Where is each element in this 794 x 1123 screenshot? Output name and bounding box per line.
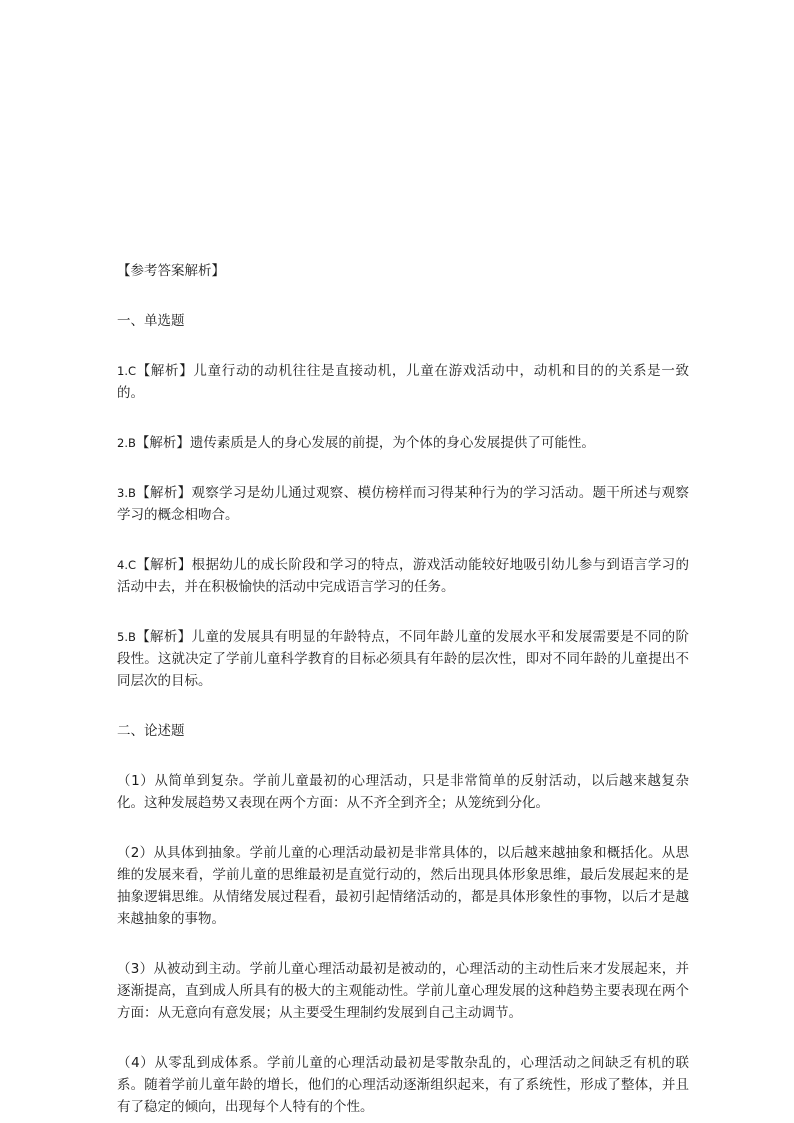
answer-item [117, 482, 689, 526]
section-heading-single-choice: 一、单选题 [117, 313, 185, 329]
document-page [117, 260, 689, 1118]
answer-number: 5.B [117, 630, 136, 644]
answer-item [117, 432, 689, 454]
answer-explanation: 【解析】遗传素质是人的身心发展的前提，为个体的身心发展提供了可能性。 [135, 435, 595, 451]
answer-number: 3.B [117, 486, 136, 500]
answer-key-title: 【参考答案解析】 [117, 263, 225, 279]
answer-number: 1.C [117, 364, 137, 378]
answer-item [117, 554, 689, 598]
essay-paragraph: （2）从具体到抽象。学前儿童的心理活动最初是非常具体的，以后越来越抽象和概括化。从思维的发展来看，学前儿童的思维最初是直觉行动的，然后出现具体形象思维，最后发展起来的是抽象逻辑思维。从情绪发展过程看，最初引起情绪活动的，都是具体形象性的事物，以后才是越来越抽象的事物。 [117, 845, 689, 927]
answer-item [117, 360, 689, 404]
essay-paragraph: （3）从被动到主动。学前儿童心理活动最初是被动的，心理活动的主动性后来才发展起来，并逐渐提高，直到成人所具有的极大的主观能动性。学前儿童心理发展的这种趋势主要表现在两个方面：从无意向有意发展；从主要受生理制约发展到自己主动调节。 [117, 961, 689, 1021]
essay-paragraph: （1）从简单到复杂。学前儿童最初的心理活动，只是非常简单的反射活动，以后越来越复杂化。这种发展趋势又表现在两个方面：从不齐全到齐全；从笼统到分化。 [117, 773, 689, 811]
answer-item [117, 626, 689, 692]
answer-explanation: 【解析】儿童的发展具有明显的年龄特点，不同年龄儿童的发展水平和发展需要是不同的阶段性。这就决定了学前儿童科学教育的目标必须具有年龄的层次性，即对不同年龄的儿童提出不同层次的目标。 [117, 629, 689, 689]
essay-paragraph: （4）从零乱到成体系。学前儿童的心理活动最初是零散杂乱的，心理活动之间缺乏有机的联系。随着学前儿童年龄的增长，他们的心理活动逐渐组织起来，有了系统性，形成了整体，并且有了稳定的倾向，出现每个人特有的个性。 [117, 1055, 689, 1115]
section-heading-essay: 二、论述题 [117, 723, 185, 739]
answer-number: 2.B [117, 436, 136, 450]
answer-explanation: 【解析】根据幼儿的成长阶段和学习的特点，游戏活动能较好地吸引幼儿参与到语言学习的活动中去，并在积极愉快的活动中完成语言学习的任务。 [117, 557, 689, 595]
answer-number: 4.C [117, 558, 137, 572]
answer-explanation: 【解析】观察学习是幼儿通过观察、模仿榜样而习得某种行为的学习活动。题干所述与观察学习的概念相吻合。 [117, 485, 689, 523]
answer-explanation: 【解析】儿童行动的动机往往是直接动机，儿童在游戏活动中，动机和目的的关系是一致的。 [117, 363, 689, 401]
